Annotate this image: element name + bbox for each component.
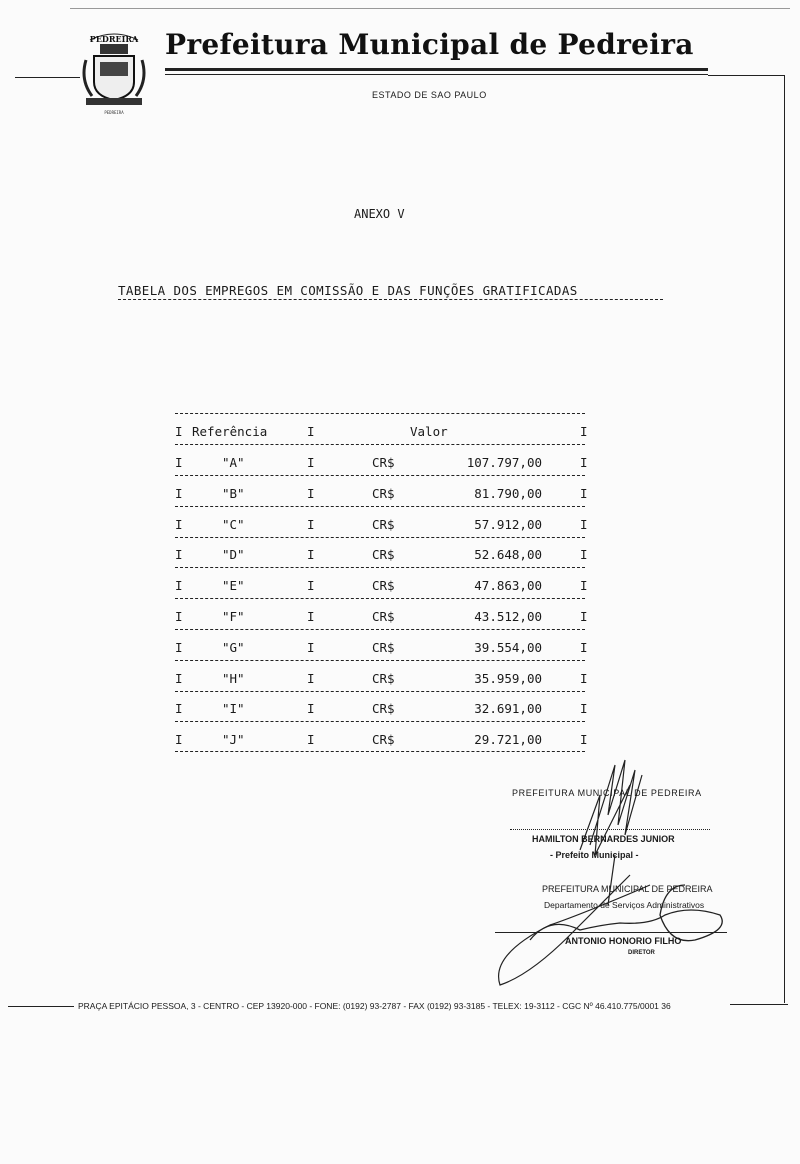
row-separator	[175, 567, 585, 568]
reference-cell: "B"	[222, 485, 245, 501]
value-cell: 47.863,00	[474, 578, 542, 594]
title-underline	[165, 68, 708, 71]
currency-cell: CR$	[372, 578, 395, 594]
header-value: Valor	[410, 424, 448, 439]
currency-cell: CR$	[372, 670, 395, 686]
footer-line-right	[730, 1004, 788, 1005]
row-separator	[175, 537, 585, 538]
row-separator	[175, 506, 585, 507]
stamp1-role: - Prefeito Municipal -	[550, 850, 639, 860]
reference-cell: "H"	[222, 670, 245, 686]
currency-cell: CR$	[372, 485, 395, 501]
table-row: I "H" I CR$ 35.959,00 I	[175, 670, 588, 686]
row-separator	[175, 629, 585, 630]
title-underline-2	[165, 74, 708, 75]
row-separator	[175, 475, 585, 476]
currency-cell: CR$	[372, 455, 395, 470]
right-header-line	[708, 75, 785, 76]
table-top-border	[175, 413, 585, 414]
right-border-line	[784, 75, 785, 1003]
row-separator	[175, 598, 585, 599]
table-header-row: I Referência I Valor I	[175, 424, 588, 439]
left-header-line	[15, 77, 80, 78]
currency-cell: CR$	[372, 516, 395, 532]
svg-text:PEDREIRA: PEDREIRA	[104, 110, 124, 115]
reference-cell: "F"	[222, 609, 245, 624]
reference-cell: "J"	[222, 732, 245, 748]
table-bottom-border	[175, 751, 585, 752]
table-row: I "D" I CR$ 52.648,00 I	[175, 547, 588, 563]
stamp1-line	[510, 829, 710, 830]
table-row: I "B" I CR$ 81.790,00 I	[175, 485, 588, 501]
reference-cell: "I"	[222, 701, 245, 717]
table-row: I "A" I CR$ 107.797,00 I	[175, 455, 588, 470]
value-cell: 43.512,00	[474, 609, 542, 624]
row-separator	[175, 691, 585, 692]
reference-cell: "G"	[222, 639, 245, 655]
currency-cell: CR$	[372, 732, 395, 748]
annex-heading: ANEXO V	[354, 207, 405, 221]
value-cell: 29.721,00	[474, 732, 542, 748]
table-title: TABELA DOS EMPREGOS EM COMISSÃO E DAS FUNÇÕES GRATIFICADAS	[118, 283, 578, 298]
value-cell: 81.790,00	[474, 485, 542, 501]
reference-cell: "A"	[222, 455, 245, 470]
table-row: I "I" I CR$ 32.691,00 I	[175, 701, 588, 717]
table-row: I "F" I CR$ 43.512,00 I	[175, 609, 588, 624]
value-cell: 39.554,00	[474, 639, 542, 655]
currency-cell: CR$	[372, 701, 395, 717]
currency-cell: CR$	[372, 547, 395, 563]
row-separator	[175, 721, 585, 722]
reference-cell: "C"	[222, 516, 245, 532]
top-edge-line	[70, 8, 790, 9]
title-dashed-underline	[118, 299, 663, 300]
letterhead-subtitle: ESTADO DE SAO PAULO	[372, 90, 487, 100]
value-cell: 57.912,00	[474, 516, 542, 532]
value-cell: 35.959,00	[474, 670, 542, 686]
row-separator	[175, 660, 585, 661]
table-row: I "E" I CR$ 47.863,00 I	[175, 578, 588, 594]
value-cell: 52.648,00	[474, 547, 542, 563]
currency-cell: CR$	[372, 609, 395, 624]
stamp2-role: DIRETOR	[628, 950, 655, 956]
value-cell: 107.797,00	[466, 455, 542, 470]
currency-cell: CR$	[372, 639, 395, 655]
value-cell: 32.691,00	[474, 701, 542, 717]
reference-cell: "E"	[222, 578, 245, 594]
table-header-separator	[175, 444, 585, 445]
svg-text:PEDREIRA: PEDREIRA	[89, 34, 139, 44]
municipal-seal-logo	[78, 30, 150, 116]
stamp2-dept: Departamento de Serviços Administrativos	[544, 900, 705, 910]
reference-cell: "D"	[222, 547, 245, 563]
stamp2-name: ANTONIO HONORIO FILHO	[565, 936, 682, 946]
stamp2-line	[495, 932, 727, 933]
table-row: I "J" I CR$ 29.721,00 I	[175, 732, 588, 748]
table-row: I "C" I CR$ 57.912,00 I	[175, 516, 588, 532]
footer-address: PRAÇA EPITÁCIO PESSOA, 3 - CENTRO - CEP 13920-000 - FONE: (0192) 93-2787 - FAX (0192) 93-3185 - TELEX: 19-3112 - CGC Nº 46.410.775/0001 36	[78, 1001, 671, 1011]
stamp1-org: PREFEITURA MUNICIPAL DE PEDREIRA	[512, 788, 702, 798]
header-reference: Referência	[192, 424, 268, 439]
stamp2-org: PREFEITURA MUNICIPAL DE PEDREIRA	[542, 884, 713, 894]
footer-line-left	[8, 1006, 74, 1007]
letterhead-title: Prefeitura Municipal de Pedreira	[165, 28, 694, 61]
stamp1-name: HAMILTON BERNARDES JUNIOR	[532, 834, 675, 844]
table-row: I "G" I CR$ 39.554,00 I	[175, 639, 588, 655]
